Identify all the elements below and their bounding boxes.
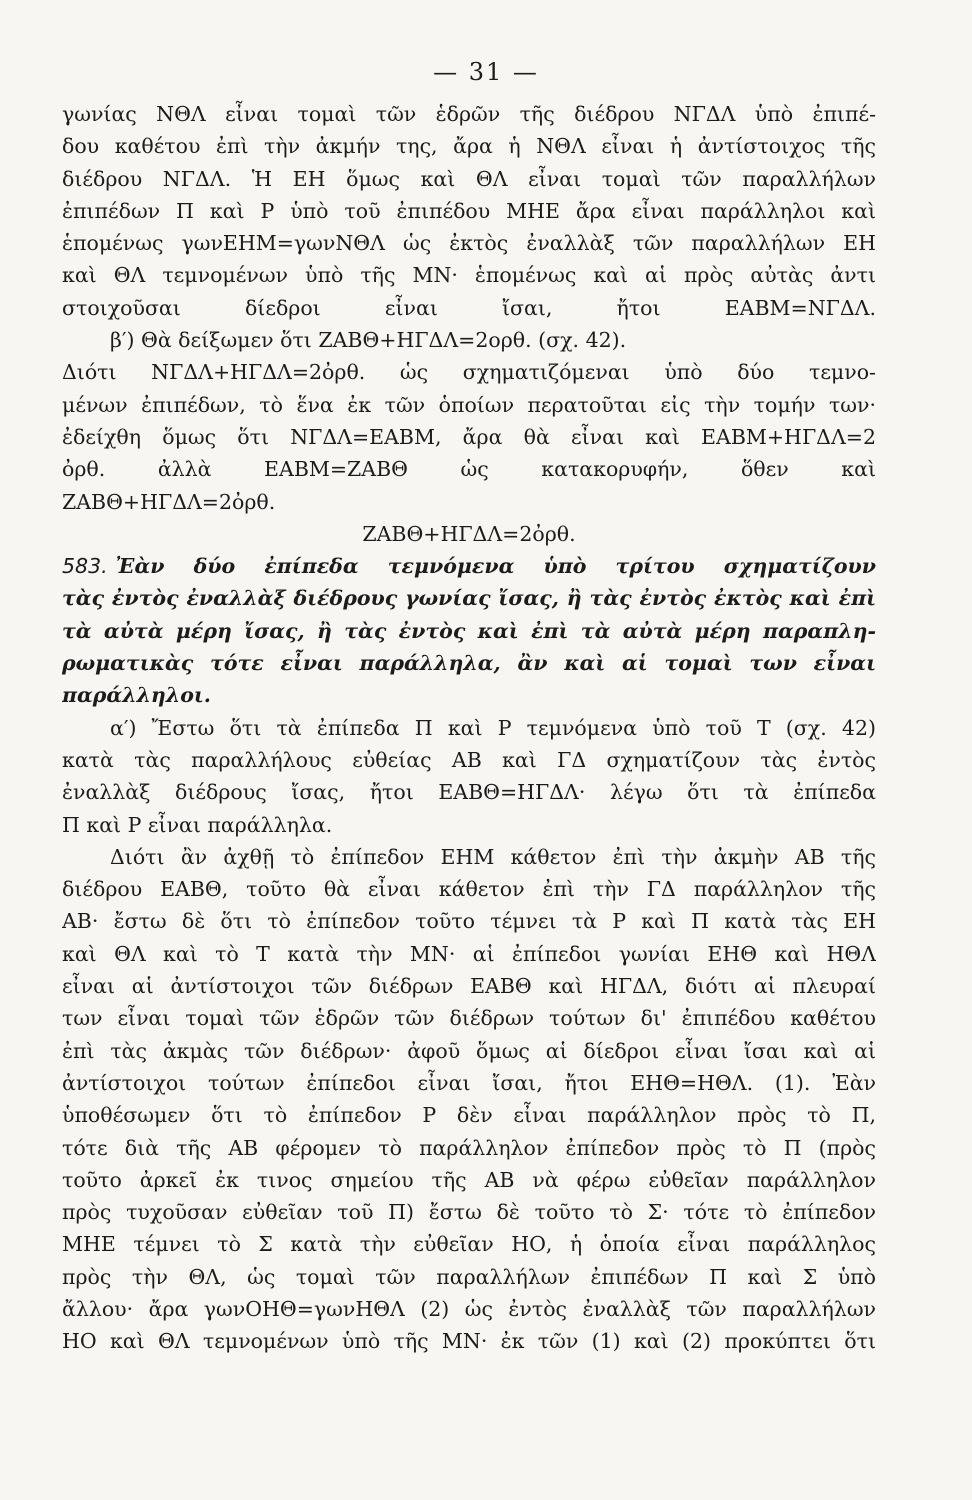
text-line: [62, 1358, 876, 1390]
text-line: ἐπιπέδων Π καὶ Ρ ὑπὸ τοῦ ἐπιπέδου ΜΗΕ ἄρα εἶναι παράλληλοι καὶ: [62, 198, 876, 223]
text-line: ΗΟ καὶ ΘΛ τεμνομένων ὑπὸ τῆς ΜΝ· ἐκ τῶν (1) καὶ (2) προκύπτει ὅτι: [62, 1329, 876, 1354]
text-line: [62, 1390, 876, 1422]
text-line: δου καθέτου ἐπὶ τὴν ἀκμήν της, ἄρα ἡ ΝΘΛ εἶναι ἡ ἀντίστοιχος τῆς: [62, 134, 876, 159]
text-line: διέδρου ΝΓΔΛ. Ἡ ΕΗ ὅμως καὶ ΘΛ εἶναι τομαὶ τῶν παραλλήλων: [62, 166, 876, 191]
page-number-header: — 31 —: [433, 58, 539, 86]
text-line: στοιχοῦσαι δίεδροι εἶναι ἴσαι, ἤτοι ΕΑΒΜ=ΝΓΔΛ.: [62, 295, 876, 320]
text-line: ἐναλλὰξ διέδρους ἴσας, ἤτοι ΕΑΒΘ=ΗΓΔΛ· λέγω ὅτι τὰ ἐπίπεδα: [62, 780, 876, 805]
text-line: ἄλλου· ἄρα γωνΟΗΘ=γωνΗΘΛ (2) ὡς ἐντὸς ἐναλλὰξ τῶν παραλλήλων: [62, 1296, 876, 1321]
text-line: ἐδείχθη ὅμως ὅτι ΝΓΔΛ=ΕΑΒΜ, ἄρα θὰ εἶναι καὶ ΕΑΒΜ+ΗΓΔΛ=2: [62, 424, 876, 449]
text-line: πρὸς τὴν ΘΛ, ὡς τομαὶ τῶν παραλλήλων ἐπιπέδων Π καὶ Σ ὑπὸ: [62, 1264, 876, 1289]
text-line: τοῦτο ἀρκεῖ ἐκ τινος σημείου τῆς ΑΒ νὰ φέρω εὐθεῖαν παράλληλον: [62, 1167, 876, 1192]
text-line: διέδρου ΕΑΒΘ, τοῦτο θὰ εἶναι κάθετον ἐπὶ τὴν ΓΔ παράλληλον τῆς: [62, 877, 876, 902]
text-line: Διότι ΝΓΔΛ+ΗΓΔΛ=2ὀρθ. ὡς σχηματιζόμεναι ὑπὸ δύο τεμνο-: [62, 360, 876, 385]
text-line: μένων ἐπιπέδων, τὸ ἕνα ἐκ τῶν ὁποίων περατοῦται εἰς τὴν τομήν των·: [62, 392, 876, 417]
body-text: [62, 98, 876, 1422]
text-line: καὶ ΘΛ καὶ τὸ Τ κατὰ τὴν ΜΝ· αἱ ἐπίπεδοι γωνίαι ΕΗΘ καὶ ΗΘΛ: [62, 941, 876, 966]
theorem-line: παράλληλοι.: [62, 683, 211, 708]
theorem-first-line: Ἐὰν δύο ἐπίπεδα τεμνόμενα ὑπὸ τρίτου σχηματίζουν: [115, 554, 876, 579]
text-line: ὀρθ. ἀλλὰ ΕΑΒΜ=ΖΑΒΘ ὡς κατακορυφήν, ὅθεν καὶ: [62, 457, 876, 482]
text-line: ΖΑΒΘ+ΗΓΔΛ=2ὀρθ.: [362, 521, 576, 546]
text-line: α′) Ἔστω ὅτι τὰ ἐπίπεδα Π καὶ Ρ τεμνόμενα ὑπὸ τοῦ Τ (σχ. 42): [110, 715, 876, 740]
text-line: τότε διὰ τῆς ΑΒ φέρομεν τὸ παράλληλον ἐπίπεδον πρὸς τὸ Π (πρὸς: [62, 1135, 876, 1160]
text-line: ΜΗΕ τέμνει τὸ Σ κατὰ τὴν εὐθεῖαν ΗΟ, ἡ ὁποία εἶναι παράλληλος: [62, 1232, 876, 1257]
text-line: κατὰ τὰς παραλλήλους εὐθείας ΑΒ καὶ ΓΔ σχηματίζουν τὰς ἐντὸς: [62, 747, 876, 772]
text-line: εἶναι αἱ ἀντίστοιχοι τῶν διέδρων ΕΑΒΘ καὶ ΗΓΔΛ, διότι αἱ πλευραί: [62, 974, 876, 999]
theorem-line: ρωματικὰς τότε εἶναι παράλληλα, ἂν καὶ αἱ τομαὶ των εἶναι: [62, 651, 876, 676]
section-number: 583.: [62, 554, 108, 579]
text-line: πρὸς τυχοῦσαν εὐθεῖαν τοῦ Π) ἔστω δὲ τοῦτο τὸ Σ· τότε τὸ ἐπίπεδον: [62, 1200, 876, 1225]
theorem-line: τὰ αὐτὰ μέρη ἴσας, ἢ τὰς ἐντὸς καὶ ἐπὶ τὰ αὐτὰ μέρη παραπλη-: [62, 618, 876, 643]
text-line: Διότι ἂν ἀχθῇ τὸ ἐπίπεδον ΕΗΜ κάθετον ἐπὶ τὴν ἀκμὴν ΑΒ τῆς: [110, 844, 876, 869]
text-line: ΖΑΒΘ+ΗΓΔΛ=2ὀρθ.: [62, 489, 276, 514]
text-line: ὑποθέσωμεν ὅτι τὸ ἐπίπεδον Ρ δὲν εἶναι παράλληλον πρὸς τὸ Π,: [62, 1103, 876, 1128]
text-line: ἐπὶ τὰς ἀκμὰς τῶν διέδρων· ἀφοῦ ὅμως αἱ δίεδροι εἶναι ἴσαι καὶ αἱ: [62, 1038, 876, 1063]
text-line: Π καὶ Ρ εἶναι παράλληλα.: [62, 812, 333, 837]
text-line: των εἶναι τομαὶ τῶν ἑδρῶν τῶν διέδρων τούτων δι' ἐπιπέδου καθέτου: [62, 1006, 876, 1031]
text-line: καὶ ΘΛ τεμνομένων ὑπὸ τῆς ΜΝ· ἑπομένως καὶ αἱ πρὸς αὐτὰς ἀντι: [62, 263, 876, 288]
text-line: β′) Θὰ δείξωμεν ὅτι ΖΑΒΘ+ΗΓΔΛ=2ορθ. (σχ. 42).: [110, 328, 627, 353]
theorem-line: [62, 550, 876, 582]
theorem-line: τὰς ἐντὸς ἐναλλὰξ διέδρους γωνίας ἴσας, ἢ τὰς ἐντὸς ἐκτὸς καὶ ἐπὶ: [62, 586, 876, 611]
text-line: γωνίας ΝΘΛ εἶναι τομαὶ τῶν ἑδρῶν τῆς διέδρου ΝΓΔΛ ὑπὸ ἐπιπέ-: [62, 102, 876, 126]
text-line: ἑπομένως γωνΕΗΜ=γωνΝΘΛ ὡς ἐκτὸς ἐναλλὰξ τῶν παραλλήλων ΕΗ: [62, 231, 876, 256]
text-line: ἀντίστοιχοι τούτων ἐπίπεδοι εἶναι ἴσαι, ἤτοι ΕΗΘ=ΗΘΛ. (1). Ἐὰν: [62, 1070, 876, 1095]
text-line: ΑΒ· ἔστω δὲ ὅτι τὸ ἐπίπεδον τοῦτο τέμνει τὰ Ρ καὶ Π κατὰ τὰς ΕΗ: [62, 909, 876, 934]
